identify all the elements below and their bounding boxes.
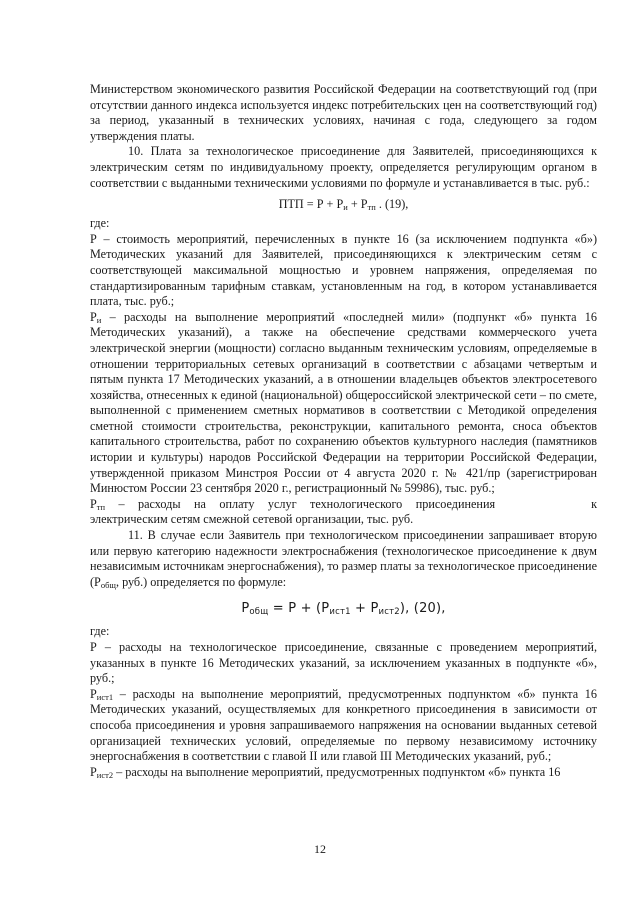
definition-p-tp: $Р_{тп}$ – расходы на оплату услуг технологического присоединения к электрическим сетям смежной сетевой организации, тыс. руб. (90, 496, 597, 527)
paragraph-11: 11. В случае если Заявитель при технологическом присоединении запрашивает вторую или первую категорию надежности электроснабжения (технологическое присоединение к двум независимым источникам энергоснабжения), то размер платы за технологическое присоединение ($Р_{общ}$, руб.) определяется по формуле: (90, 528, 597, 590)
definition-p: Р – стоимость мероприятий, перечисленных в пункте 16 (за исключением подпункта «б») Методических указаний для Заявителей, присоединяющихся к электрическим сетям с соответствующей максимальной мощностью и уровнем напряжения, определяемая по стандартизированным тарифным ставкам, установленным на год, в котором устанавливается плата, тыс. руб.; (90, 231, 597, 309)
where-label-2: где: (90, 624, 110, 639)
definition-p-ist1: $Р_{ист1}$ – расходы на выполнение мероприятий, предусмотренных подпунктом «б» пункта 16 Методических указаний, осуществляемых для конкретного присоединения в зависимости от способа присоединения и уровня запрашиваемого напряжения на основании выданных сетевой организацией технических условий, определяемые по первому независимому источнику энергоснабжения в соответствии с главой II или главой III Методических указаний, руб.; (90, 686, 597, 764)
paragraph-10: 10. Плата за технологическое присоединение для Заявителей, присоединяющихся к электрическим сетям по индивидуальному проекту, определяется регулирующим органом в соответствии с выданными техническими условиями по формуле и устанавливается в тыс. руб.: (90, 144, 597, 190)
formula-20: $Р_{общ} = Р + (Р_{ист1} + Р_{ист2})$, (20), (241, 601, 446, 618)
page-number: 12 (314, 842, 326, 856)
formula-19: ПТП = $Р + Р_и + Р_{тп}$ . (19), (278, 197, 409, 213)
definition-p-2: Р – расходы на технологическое присоединение, связанные с проведением мероприятий, указанных в пункте 16 Методических указаний, за исключением указанных в подпункте «б», руб.; (90, 640, 597, 686)
definition-p-i: $Р_и$ – расходы на выполнение мероприятий «последней мили» (подпункт «б» пункта 16 Методических указаний), а также на обеспечение средствами коммерческого учета электрической энергии (мощности) согласно выданным техническим условиям, определяемые в отношении территориальных сетевых организаций в соответствии с абзацами четвертым и пятым пункта 17 Методических указаний, а в отношении владельцев объектов электросетевого хозяйства, отнесенных к единой (национальной) общероссийской электрической сети – по смете, выполненной с применением сметных нормативов в соответствии с Методикой определения сметной стоимости строительства, реконструкции, капитального ремонта, сноса объектов капитального строительства, работ по сохранению объектов культурного наследия (памятников истории и культуры) народов Российской Федерации на территории Российской Федерации, утвержденной приказом Минстроя России от 4 августа 2020 г. № 421/пр (зарегистрирован Минюстом России 23 сентября 2020 г., регистрационный № 59986), тыс. руб.; (90, 309, 597, 496)
definition-p-ist2: $Р_{ист2}$ – расходы на выполнение мероприятий, предусмотренных подпунктом «б» пункта 16 (90, 764, 561, 780)
paragraph-continuation: Министерством экономического развития Российской Федерации на соответствующий год (при отсутствии данного индекса используется индекс потребительских цен на соответствующий год) за период, указанный в технических условиях, начиная с года, следующего за годом утверждения платы. (90, 82, 597, 143)
where-label-1: где: (90, 216, 110, 231)
document-page (90, 82, 597, 780)
